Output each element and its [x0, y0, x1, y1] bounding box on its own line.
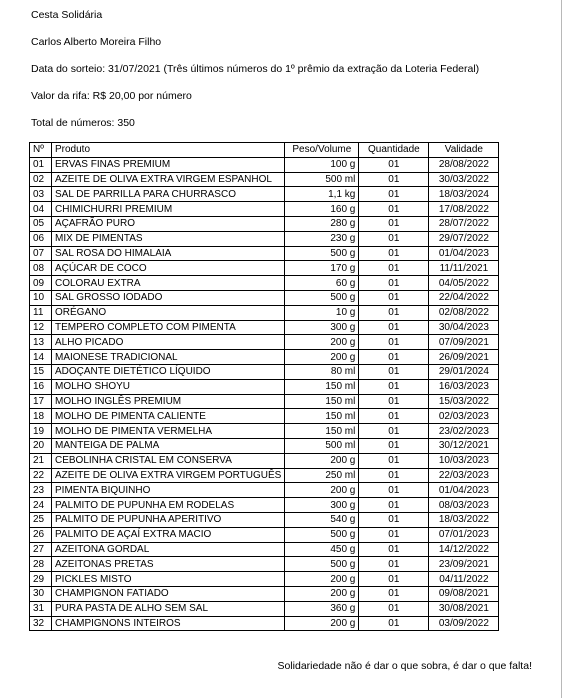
cell-product: MANTEIGA DE PALMA [52, 438, 285, 453]
cell-product: AZEITONA GORDAL [52, 542, 285, 557]
cell-quantity: 01 [359, 320, 429, 335]
cell-product: AZEITONAS PRETAS [52, 557, 285, 572]
table-row [30, 512, 499, 527]
cell-product: MAIONESE TRADICIONAL [52, 350, 285, 365]
cell-weight: 450 g [285, 542, 359, 557]
header-product: Produto [52, 143, 285, 158]
cell-validity: 02/08/2022 [429, 305, 499, 320]
cell-validity: 11/11/2021 [429, 261, 499, 276]
cell-quantity: 01 [359, 498, 429, 513]
cell-number: 17 [30, 394, 52, 409]
cell-validity: 30/04/2023 [429, 320, 499, 335]
cell-weight: 10 g [285, 305, 359, 320]
cell-product: CHAMPIGNON FATIADO [52, 586, 285, 601]
table-row [30, 527, 499, 542]
total-numbers: Total de números: 350 [31, 117, 135, 129]
raffle-price: Valor da rifa: R$ 20,00 por número [31, 90, 192, 102]
cell-number: 13 [30, 335, 52, 350]
cell-validity: 30/03/2022 [429, 172, 499, 187]
cell-quantity: 01 [359, 557, 429, 572]
table-row [30, 453, 499, 468]
cell-validity: 30/12/2021 [429, 438, 499, 453]
cell-weight: 500 ml [285, 172, 359, 187]
cell-validity: 28/07/2022 [429, 216, 499, 231]
cell-number: 22 [30, 468, 52, 483]
cell-validity: 22/03/2023 [429, 468, 499, 483]
cell-number: 18 [30, 409, 52, 424]
cell-product: PURA PASTA DE ALHO SEM SAL [52, 601, 285, 616]
cell-validity: 07/01/2023 [429, 527, 499, 542]
cell-number: 12 [30, 320, 52, 335]
table-row [30, 394, 499, 409]
header-validity: Validade [429, 143, 499, 158]
cell-quantity: 01 [359, 438, 429, 453]
cell-quantity: 01 [359, 542, 429, 557]
cell-weight: 200 g [285, 483, 359, 498]
cell-quantity: 01 [359, 231, 429, 246]
cell-weight: 1,1 kg [285, 187, 359, 202]
cell-weight: 150 ml [285, 394, 359, 409]
cell-number: 01 [30, 157, 52, 172]
table-row [30, 261, 499, 276]
cell-number: 10 [30, 290, 52, 305]
cell-number: 11 [30, 305, 52, 320]
cell-weight: 200 g [285, 350, 359, 365]
cell-quantity: 01 [359, 572, 429, 587]
cell-weight: 100 g [285, 157, 359, 172]
table-row [30, 157, 499, 172]
cell-product: MOLHO DE PIMENTA CALIENTE [52, 409, 285, 424]
cell-validity: 14/12/2022 [429, 542, 499, 557]
cell-product: CEBOLINHA CRISTAL EM CONSERVA [52, 453, 285, 468]
table-header-row [30, 143, 499, 158]
cell-quantity: 01 [359, 261, 429, 276]
cell-weight: 280 g [285, 216, 359, 231]
cell-weight: 300 g [285, 320, 359, 335]
cell-number: 28 [30, 557, 52, 572]
cell-weight: 500 g [285, 290, 359, 305]
cell-product: PALMITO DE AÇAÍ EXTRA MACIO [52, 527, 285, 542]
cell-weight: 250 ml [285, 468, 359, 483]
table-row [30, 542, 499, 557]
header-number: Nº [30, 143, 52, 158]
cell-weight: 200 g [285, 335, 359, 350]
cell-weight: 150 ml [285, 424, 359, 439]
cell-weight: 500 g [285, 557, 359, 572]
cell-quantity: 01 [359, 409, 429, 424]
cell-number: 05 [30, 216, 52, 231]
cell-validity: 09/08/2021 [429, 586, 499, 601]
table-row [30, 409, 499, 424]
cell-weight: 150 ml [285, 379, 359, 394]
table-row [30, 379, 499, 394]
table-row [30, 290, 499, 305]
cell-quantity: 01 [359, 246, 429, 261]
organizer-name: Carlos Alberto Moreira Filho [31, 36, 162, 48]
cell-number: 19 [30, 424, 52, 439]
cell-validity: 22/04/2022 [429, 290, 499, 305]
cell-product: PICKLES MISTO [52, 572, 285, 587]
cell-number: 24 [30, 498, 52, 513]
table-row [30, 246, 499, 261]
cell-weight: 60 g [285, 276, 359, 291]
cell-validity: 28/08/2022 [429, 157, 499, 172]
cell-number: 04 [30, 202, 52, 217]
table-row [30, 320, 499, 335]
cell-validity: 15/03/2022 [429, 394, 499, 409]
cell-quantity: 01 [359, 586, 429, 601]
cell-product: PALMITO DE PUPUNHA EM RODELAS [52, 498, 285, 513]
cell-quantity: 01 [359, 601, 429, 616]
cell-quantity: 01 [359, 172, 429, 187]
cell-quantity: 01 [359, 335, 429, 350]
cell-weight: 500 g [285, 527, 359, 542]
cell-weight: 150 ml [285, 409, 359, 424]
cell-validity: 30/08/2021 [429, 601, 499, 616]
cell-number: 29 [30, 572, 52, 587]
cell-number: 06 [30, 231, 52, 246]
cell-product: CHIMICHURRI PREMIUM [52, 202, 285, 217]
cell-quantity: 01 [359, 527, 429, 542]
cell-quantity: 01 [359, 616, 429, 631]
cell-product: SAL ROSA DO HIMALAIA [52, 246, 285, 261]
cell-product: PALMITO DE PUPUNHA APERITIVO [52, 512, 285, 527]
cell-number: 09 [30, 276, 52, 291]
cell-quantity: 01 [359, 394, 429, 409]
draw-date: Data do sorteio: 31/07/2021 (Três últimos números do 1º prêmio da extração da Loteria Federal) [31, 63, 480, 75]
cell-number: 21 [30, 453, 52, 468]
footer-slogan: Solidariedade não é dar o que sobra, é dar o que falta! [277, 660, 532, 672]
cell-weight: 200 g [285, 586, 359, 601]
header-weight: Peso/Volume [285, 143, 359, 158]
cell-quantity: 01 [359, 202, 429, 217]
cell-product: MOLHO SHOYU [52, 379, 285, 394]
products-table [29, 142, 499, 631]
cell-product: AZEITE DE OLIVA EXTRA VIRGEM PORTUGUÊS [52, 468, 285, 483]
table-row [30, 586, 499, 601]
cell-weight: 230 g [285, 231, 359, 246]
cell-quantity: 01 [359, 305, 429, 320]
cell-product: COLORAU EXTRA [52, 276, 285, 291]
cell-weight: 170 g [285, 261, 359, 276]
cell-product: AÇÚCAR DE COCO [52, 261, 285, 276]
cell-quantity: 01 [359, 350, 429, 365]
table-row [30, 276, 499, 291]
cell-weight: 80 ml [285, 364, 359, 379]
table-row [30, 231, 499, 246]
cell-validity: 03/09/2022 [429, 616, 499, 631]
cell-weight: 500 g [285, 246, 359, 261]
cell-number: 31 [30, 601, 52, 616]
table-row [30, 172, 499, 187]
cell-validity: 04/05/2022 [429, 276, 499, 291]
cell-weight: 500 ml [285, 438, 359, 453]
table-row [30, 350, 499, 365]
cell-weight: 200 g [285, 616, 359, 631]
table-row [30, 305, 499, 320]
cell-weight: 200 g [285, 453, 359, 468]
table-row [30, 601, 499, 616]
header-quantity: Quantidade [359, 143, 429, 158]
cell-quantity: 01 [359, 157, 429, 172]
cell-product: AÇAFRÃO PURO [52, 216, 285, 231]
cell-validity: 07/09/2021 [429, 335, 499, 350]
cell-product: ERVAS FINAS PREMIUM [52, 157, 285, 172]
table-row [30, 187, 499, 202]
cell-quantity: 01 [359, 276, 429, 291]
cell-product: MIX DE PIMENTAS [52, 231, 285, 246]
cell-quantity: 01 [359, 483, 429, 498]
cell-number: 16 [30, 379, 52, 394]
cell-quantity: 01 [359, 379, 429, 394]
cell-product: ADOÇANTE DIETÉTICO LÍQUIDO [52, 364, 285, 379]
cell-quantity: 01 [359, 424, 429, 439]
table-row [30, 364, 499, 379]
table-row [30, 498, 499, 513]
table-row [30, 438, 499, 453]
cell-number: 07 [30, 246, 52, 261]
cell-number: 02 [30, 172, 52, 187]
cell-quantity: 01 [359, 187, 429, 202]
cell-weight: 300 g [285, 498, 359, 513]
cell-validity: 29/07/2022 [429, 231, 499, 246]
cell-product: PIMENTA BIQUINHO [52, 483, 285, 498]
cell-number: 14 [30, 350, 52, 365]
cell-number: 26 [30, 527, 52, 542]
cell-quantity: 01 [359, 453, 429, 468]
cell-product: ORÉGANO [52, 305, 285, 320]
document-title: Cesta Solidária [31, 9, 103, 21]
table-row [30, 216, 499, 231]
cell-validity: 18/03/2024 [429, 187, 499, 202]
cell-quantity: 01 [359, 364, 429, 379]
cell-number: 30 [30, 586, 52, 601]
cell-number: 03 [30, 187, 52, 202]
cell-quantity: 01 [359, 468, 429, 483]
cell-product: TEMPERO COMPLETO COM PIMENTA [52, 320, 285, 335]
table-row [30, 202, 499, 217]
cell-product: SAL GROSSO IODADO [52, 290, 285, 305]
table-row [30, 557, 499, 572]
cell-validity: 01/04/2023 [429, 483, 499, 498]
cell-product: MOLHO DE PIMENTA VERMELHA [52, 424, 285, 439]
cell-validity: 01/04/2023 [429, 246, 499, 261]
cell-validity: 23/02/2023 [429, 424, 499, 439]
table-row [30, 424, 499, 439]
table-row [30, 483, 499, 498]
cell-number: 15 [30, 364, 52, 379]
cell-weight: 160 g [285, 202, 359, 217]
cell-number: 23 [30, 483, 52, 498]
cell-validity: 29/01/2024 [429, 364, 499, 379]
cell-quantity: 01 [359, 512, 429, 527]
cell-validity: 18/03/2022 [429, 512, 499, 527]
cell-quantity: 01 [359, 290, 429, 305]
cell-product: AZEITE DE OLIVA EXTRA VIRGEM ESPANHOL [52, 172, 285, 187]
table-row [30, 572, 499, 587]
cell-quantity: 01 [359, 216, 429, 231]
cell-weight: 200 g [285, 572, 359, 587]
table-row [30, 335, 499, 350]
cell-validity: 08/03/2023 [429, 498, 499, 513]
cell-product: ALHO PICADO [52, 335, 285, 350]
cell-number: 20 [30, 438, 52, 453]
cell-weight: 360 g [285, 601, 359, 616]
cell-validity: 16/03/2023 [429, 379, 499, 394]
cell-validity: 02/03/2023 [429, 409, 499, 424]
cell-product: CHAMPIGNONS INTEIROS [52, 616, 285, 631]
cell-product: SAL DE PARRILLA PARA CHURRASCO [52, 187, 285, 202]
cell-validity: 23/09/2021 [429, 557, 499, 572]
cell-validity: 04/11/2022 [429, 572, 499, 587]
table-row [30, 616, 499, 631]
cell-number: 27 [30, 542, 52, 557]
cell-validity: 17/08/2022 [429, 202, 499, 217]
cell-product: MOLHO INGLÊS PREMIUM [52, 394, 285, 409]
cell-validity: 10/03/2023 [429, 453, 499, 468]
table-row [30, 468, 499, 483]
cell-weight: 540 g [285, 512, 359, 527]
cell-validity: 26/09/2021 [429, 350, 499, 365]
cell-number: 08 [30, 261, 52, 276]
cell-number: 25 [30, 512, 52, 527]
cell-number: 32 [30, 616, 52, 631]
